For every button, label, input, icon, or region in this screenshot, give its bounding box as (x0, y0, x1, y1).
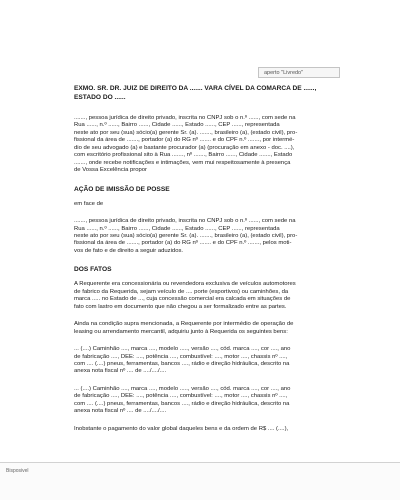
vehicle-item-2: ... (....) Caminhão ...., marca ...., modelo ....., versão ...., cód. marca ...., cor ...., ano de fabricação ...., DEE: ...., potência ...., combustível: ...., motor ...., chassis nº ...., com .... (....) pneus, ferramentas, bancos ...., rádio e direção hidráulica, descrito na anexa nota fiscal nº .... de ..../..../.... (74, 385, 291, 415)
action-heading: AÇÃO DE IMISSÃO DE POSSE (74, 185, 170, 193)
footer-bar (0, 462, 400, 500)
document-title: EXMO. SR. DR. JUIZ DE DIREITO DA ....... VARA CÍVEL DA COMARCA DE ......, ESTADO DO ...... (74, 85, 317, 101)
facts-paragraph-3: Inobstante o pagamento do valor global daqueles bens e da ordem de R$ .... (....), (74, 425, 289, 432)
against-label: em face de (74, 200, 104, 207)
facts-heading: DOS FATOS (74, 266, 112, 274)
vehicle-item-1: ... (....) Caminhão ...., marca ...., modelo ....., versão ...., cód. marca ...., cor ...., ano de fabricação ...., DEE: ...., potência ...., combustível: ...., motor ...., chassis nº ...., com .... (....) pneus, ferramentas, bancos ...., rádio e direção hidráulica, descrito na anexa nota fiscal nº .... de ..../..../.... (74, 346, 291, 375)
defendant-paragraph: ......., pessoa jurídica de direito privado, inscrita no CNPJ sob o n.º ......, com sede na Rua ......, n.º ......, Bairro ......, Cidade ......, Estado ......, CEP ......, representada neste ato por seu (sua) sócio(a) gerente Sr. (a). ......., brasileiro (a), (estado civil), pro- fissional da área de ......., portador (a) do RG nº ....... e do CPF n.º ......., pelos moti- vos de fato e de direito a seguir aduzidos. (74, 218, 298, 254)
document-page (74, 84, 337, 433)
facts-paragraph-1: A Requerente era concessionária ou revendedora exclusiva de veículos automotores de fabrico da Requerida, sejam veículo de .... porte (esportivos) ou caminhões, da marca ..... no Estado de ..., cuja concessão comercial era calcada em situações de fato com lastro em documento que não chegou a ser formalizado entre as partes. (74, 281, 296, 310)
facts-paragraph-2: Ainda na condição supra mencionada, a Requerente por intermédio de operação de leasing ou arrendamento mercantil, adquiriu junto à Requerida os seguintes bens: (74, 321, 294, 335)
document-tab-label[interactable]: aperto "Livredo" (258, 67, 340, 78)
footer-status-text: Bisposivel (6, 468, 29, 474)
plaintiff-paragraph: ......., pessoa jurídica de direito privado, inscrita no CNPJ sob o n.º ......, com sede na Rua ......, n.º ......, Bairro ......, Cidade ......, Estado ......, CEP ......, representada neste ato por seu (sua) sócio(a) gerente Sr. (a). ......., brasileiro (a), (estado civil), pro- fissional da área de ......., portador (a) do RG nº ....... e do CPF n.º ......., por intermé- dio de seu advogado (a) e bastante procurador (a) (procuração em anexo - doc. ....), com escritório profissional sito à Rua ......., nº ......., Bairro ......, Cidade ......., Estado ......., onde recebe notificações e intimações, vem mui respeitosamente à presença de Vossa Excelência propor (74, 115, 298, 174)
